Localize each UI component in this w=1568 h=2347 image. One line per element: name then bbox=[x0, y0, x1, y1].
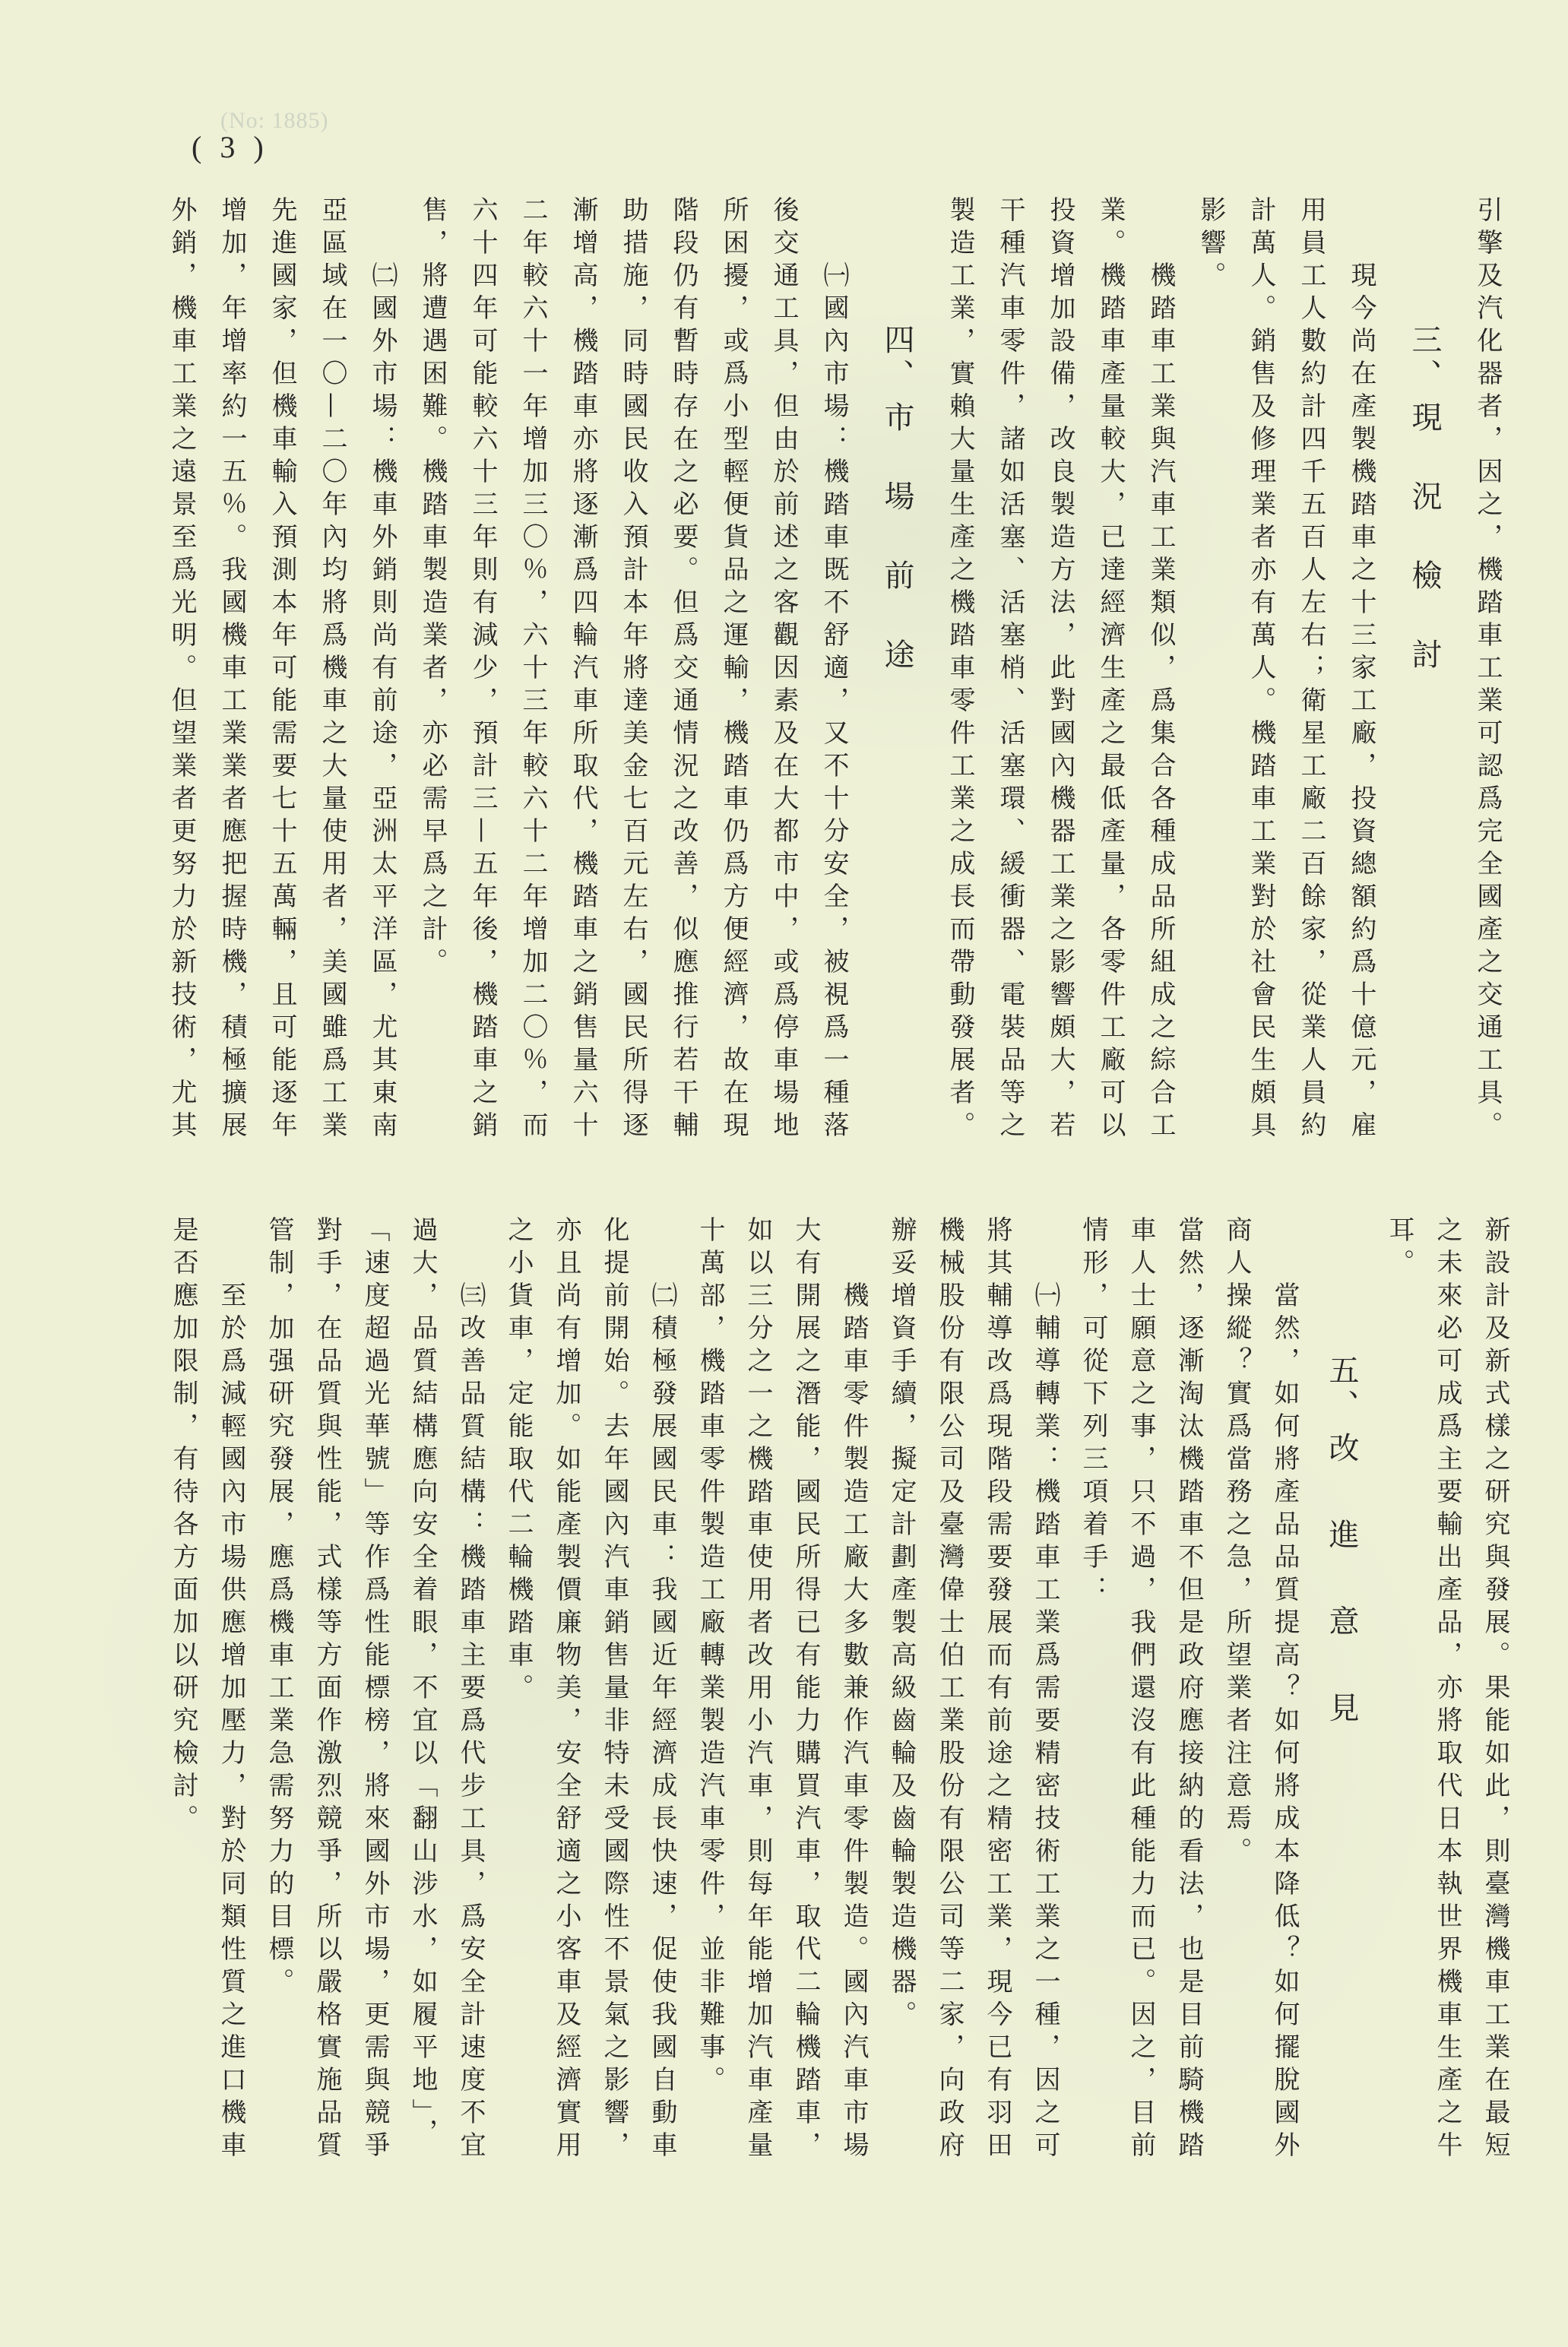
paragraph-start-column: 至於爲減輕國內市場供應增加壓力，對於同類性質之進口機車 bbox=[216, 1281, 246, 2164]
text-column: 管制，加强研究發展，應爲機車工業急需努力的目標。 bbox=[264, 1216, 294, 2000]
text-column: 助措施，同時國民收入預計本年將達美金七百元左右，國民所得逐 bbox=[618, 196, 648, 1144]
paragraph-start-column: ㈡國外市場：機車外銷則尚有前途，亞洲太平洋區，尤其東南 bbox=[367, 261, 398, 1144]
text-column: 引擎及汽化器者，因之，機踏車工業可認爲完全國產之交通工具。 bbox=[1472, 196, 1503, 1144]
text-column: 亞區域在一〇—二〇年內均將爲機車之大量使用者，美國雖爲工業 bbox=[317, 196, 347, 1144]
page-number: ( 3 ) bbox=[192, 130, 264, 164]
text-column: 用員工人數約計四千五百人左右；衛星工廠二百餘家，從業人員約 bbox=[1296, 196, 1326, 1144]
text-column: 售，將遭遇困難。機踏車製造業者，亦必需早爲之計。 bbox=[417, 196, 448, 980]
text-column: 投資增加設備，改良製造方法，此對國內機器工業之影響頗大，若 bbox=[1045, 196, 1075, 1144]
text-column: 製造工業，實賴大量生產之機踏車零件工業之成長而帶動發展者。 bbox=[945, 196, 975, 1144]
text-column: 後交通工具，但由於前述之客觀因素及在大都市中，或爲停車場地 bbox=[768, 196, 799, 1144]
text-column: 外銷，機車工業之遠景至爲光明。但望業者更努力於新技術，尤其 bbox=[166, 196, 197, 1144]
text-column: 對手，在品質與性能，式樣等方面作激烈競爭，所以嚴格實施品質 bbox=[312, 1216, 342, 2164]
text-column: 六十四年可能較六十三年則有減少，預計三—五年後，機踏車之銷 bbox=[467, 196, 498, 1144]
text-column: 辦妥增資手續，擬定計劃產製高級齒輪及齒輪製造機器。 bbox=[886, 1216, 917, 2033]
paragraph-start-column: ㈢改善品質結構：機踏車主要爲代步工具，爲安全計速度不宜 bbox=[455, 1281, 486, 2164]
text-column: 是否應加限制，有待各方面加以研究檢討。 bbox=[168, 1216, 198, 1837]
show-through-text: (No: 1885) bbox=[220, 108, 329, 133]
text-block-top bbox=[157, 196, 1513, 1154]
text-column: 車人士願意之事，只不過，我們還沒有此種能力而已。因之，目前 bbox=[1126, 1216, 1156, 2164]
text-column: 機械股份有限公司及臺灣偉士伯工業股份有限公司等二家，向政府 bbox=[934, 1216, 965, 2164]
text-column: 情形，可從下列三項着手： bbox=[1078, 1216, 1108, 1608]
section-heading-improvement-suggestions bbox=[1308, 1216, 1375, 2166]
text-column: 大有開展之潛能，國民所得已有能力購買汽車，取代二輪機踏車， bbox=[790, 1216, 821, 2164]
paragraph-start-column: ㈠國內市場：機踏車既不舒適，又不十分安全，被視爲一種落 bbox=[819, 261, 849, 1144]
text-column: 干種汽車零件，諸如活塞、活塞梢、活塞環、緩衝器、電裝品等之 bbox=[995, 196, 1025, 1144]
text-column: 計萬人。銷售及修理業者亦有萬人。機踏車工業對於社會民生頗具 bbox=[1246, 196, 1276, 1144]
text-column: 十萬部，機踏車零件製造工廠轉業製造汽車零件，並非難事。 bbox=[695, 1216, 725, 2098]
text-column: 之小貨車，定能取代二輪機踏車。 bbox=[503, 1216, 534, 1706]
text-column: 耳。 bbox=[1384, 1216, 1414, 1281]
text-column: 所困擾，或爲小型輕便貨品之運輸，機踏車仍爲方便經濟，故在現 bbox=[718, 196, 749, 1144]
paragraph-start-column: 機踏車工業與汽車工業類似，爲集合各種成品所組成之綜合工 bbox=[1145, 261, 1176, 1144]
paragraph-start-column: ㈡積極發展國民車：我國近年經濟成長快速，促使我國自動車 bbox=[647, 1281, 677, 2164]
text-column: 之未來必可成爲主要輸出產品，亦將取代日本執世界機車生產之牛 bbox=[1432, 1216, 1462, 2164]
text-block-bottom bbox=[159, 1216, 1519, 2174]
text-column: 漸增高，機踏車亦將逐漸爲四輪汽車所取代，機踏車之銷售量六十 bbox=[568, 196, 598, 1144]
text-column: 影響。 bbox=[1196, 196, 1226, 294]
text-column: 將其輔導改爲現階段需要發展而有前途之精密工業，現今已有羽田 bbox=[982, 1216, 1012, 2164]
text-column: 如以三分之一之機踏車使用者改用小汽車，則每年能增加汽車產量 bbox=[743, 1216, 773, 2164]
heading-title: 現況檢討 bbox=[1407, 401, 1442, 717]
text-column: 新設計及新式樣之研究與發展。果能如此，則臺灣機車工業在最短 bbox=[1480, 1216, 1510, 2164]
text-column: 過大，品質結構應向安全着眼，不宜以「翻山涉水，如履平地」， bbox=[407, 1216, 438, 2151]
text-column: 化提前開始。去年國內汽車銷售量非特未受國際性不景氣之影響， bbox=[599, 1216, 629, 2164]
section-heading-market-outlook bbox=[859, 196, 935, 1146]
paragraph-start-column: 機踏車零件製造工廠大多數兼作汽車零件製造。國內汽車市場 bbox=[838, 1281, 869, 2164]
text-column: 當然，逐漸淘汰機踏車不但是政府應接納的看法，也是目前騎機踏 bbox=[1174, 1216, 1204, 2164]
text-column: 先進國家，但機車輸入預測本年可能需要七十五萬輛，且可能逐年 bbox=[267, 196, 297, 1144]
paragraph-start-column: 現今尚在產製機踏車之十三家工廠，投資總額約爲十億元，雇 bbox=[1346, 261, 1376, 1144]
section-heading-current-status bbox=[1386, 196, 1462, 1146]
text-column: 商人操縱？實爲當務之急，所望業者注意焉。 bbox=[1221, 1216, 1252, 1870]
heading-number: 三、 bbox=[1407, 324, 1442, 394]
heading-title: 市場前途 bbox=[879, 401, 914, 717]
text-column: 增加，年增率約一五％。我國機車工業業者應把握時機，積極擴展 bbox=[217, 196, 247, 1144]
paragraph-start-column: ㈠輔導轉業：機踏車工業爲需要精密技術工業之一種，因之可 bbox=[1030, 1281, 1060, 2164]
heading-number: 四、 bbox=[879, 324, 914, 394]
text-column: 業。機踏車產量較大，已達經濟生產之最低產量，各零件工廠可以 bbox=[1095, 196, 1126, 1144]
text-column: 階段仍有暫時存在之必要。但爲交通情況之改善，似應推行若干輔 bbox=[668, 196, 698, 1144]
text-column: 「速度超過光華號」等作爲性能標榜，將來國外市場，更需與競爭 bbox=[360, 1216, 390, 2164]
heading-title: 改進意見 bbox=[1324, 1432, 1359, 1778]
heading-number: 五、 bbox=[1324, 1354, 1359, 1424]
paragraph-start-column: 當然，如何將產品品質提高？如何將成本降低？如何擺脫國外 bbox=[1269, 1281, 1300, 2164]
text-column: 亦且尚有增加。如能產製價廉物美，安全舒適之小客車及經濟實用 bbox=[551, 1216, 581, 2164]
text-column: 二年較六十一年增加三〇％，六十三年較六十二年增加二〇％，而 bbox=[518, 196, 548, 1144]
